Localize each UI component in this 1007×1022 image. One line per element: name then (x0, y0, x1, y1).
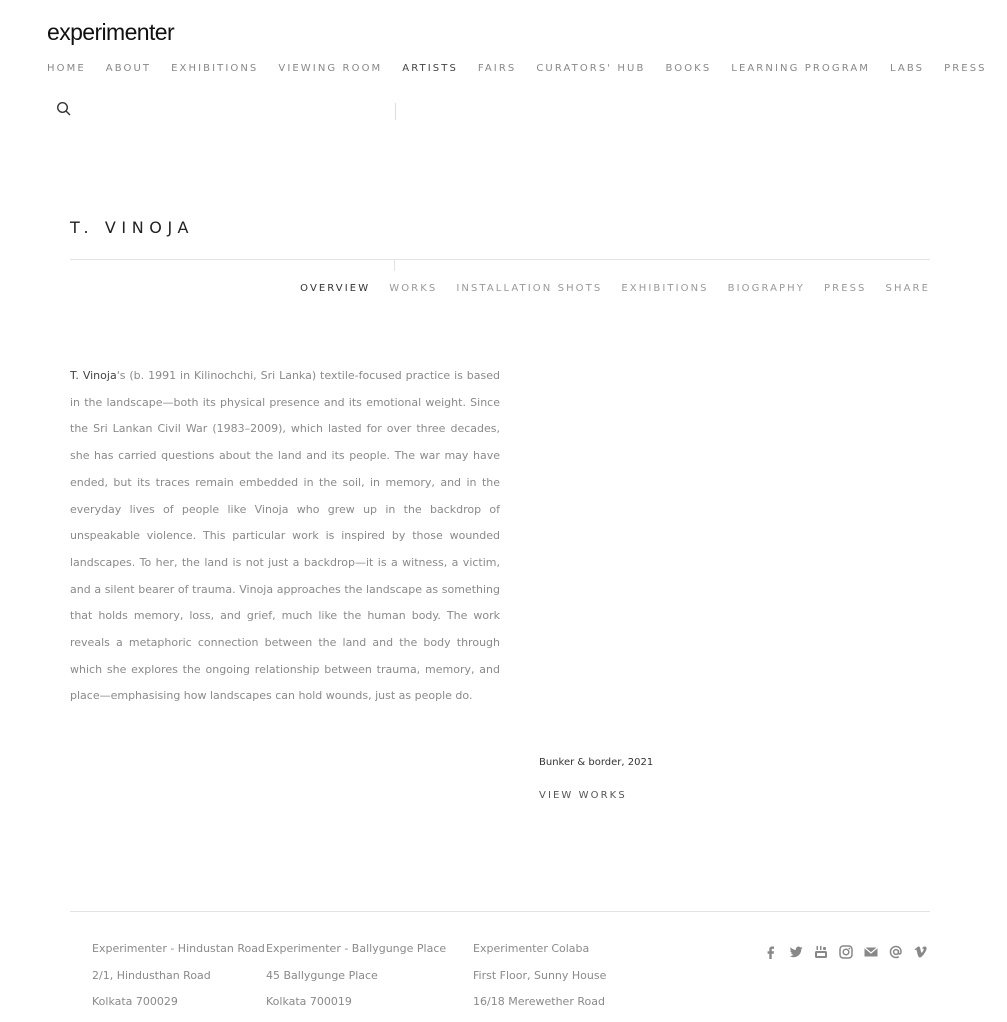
tab-overview[interactable]: OVERVIEW (300, 283, 371, 294)
footer-line: Kolkata 700019 (266, 995, 352, 1008)
footer-line: 16/18 Merewether Road (473, 995, 605, 1008)
divider-tick (394, 260, 395, 271)
tab-biography[interactable]: BIOGRAPHY (727, 283, 806, 294)
nav-viewing-room[interactable]: VIEWING ROOM (278, 63, 383, 74)
tab-installation-shots[interactable]: INSTALLATION SHOTS (456, 283, 603, 294)
footer-line: Experimenter - Ballygunge Place (266, 942, 447, 955)
footer-line: Experimenter - Hindustan Road (92, 942, 265, 955)
nav-artists[interactable]: ARTISTS (402, 63, 458, 74)
tab-works[interactable]: WORKS (389, 283, 438, 294)
featured-work-caption: Bunker & border, 2021 (539, 757, 654, 768)
main-nav (47, 63, 1007, 74)
footer-line: 2/1, Hindusthan Road (92, 968, 211, 982)
nav-home[interactable]: HOME (47, 63, 86, 74)
artist-name-link[interactable]: T. Vinoja (70, 369, 117, 382)
artist-name: T. VINOJA (70, 218, 195, 237)
footer-line: 45 Ballygunge Place (266, 968, 378, 982)
tab-exhibitions[interactable]: EXHIBITIONS (621, 283, 709, 294)
footer-line: Kolkata 700029 (92, 995, 178, 1008)
artist-bio (70, 363, 500, 710)
vimeo-icon[interactable] (912, 943, 930, 961)
nav-press[interactable]: PRESS (944, 63, 987, 74)
search-icon[interactable] (56, 101, 72, 117)
footer-address-ballygunge-place (266, 942, 446, 1022)
footer-divider (70, 911, 930, 912)
nav-exhibitions[interactable]: EXHIBITIONS (171, 63, 259, 74)
twitter-icon[interactable] (787, 943, 805, 961)
search-divider (395, 103, 396, 120)
nav-labs[interactable]: LABS (890, 63, 925, 74)
nav-books[interactable]: BOOKS (665, 63, 712, 74)
instagram-icon[interactable] (837, 943, 855, 961)
footer-address-colaba (473, 942, 606, 1022)
tab-press[interactable]: PRESS (824, 283, 867, 294)
youtube-icon[interactable] (812, 943, 830, 961)
facebook-icon[interactable] (762, 943, 780, 961)
nav-about[interactable]: ABOUT (105, 63, 152, 74)
tab-share[interactable]: SHARE (885, 283, 930, 294)
view-works-link[interactable]: VIEW WORKS (539, 790, 627, 801)
header-divider (70, 259, 930, 260)
footer-line: First Floor, Sunny House (473, 968, 607, 982)
site-logo[interactable]: experimenter (47, 19, 175, 45)
mail-icon[interactable] (862, 943, 880, 961)
at-icon[interactable] (887, 943, 905, 961)
bio-text: 's (b. 1991 in Kilinochchi, Sri Lanka) textile-focused practice is based in the landscape—both its physical presence and its emotional weight. Since the Sri Lankan Civil War (1983–2009), which lasted for over three decades, she has carried questions about the land and its people. The war may have ended, but its traces remain embedded in the soil, in memory, and in the everyday lives of people like Vinoja who grew up in the backdrop of unspeakable violence. This particular work is inspired by those wounded landscapes. To her, the land is not just a backdrop—it is a witness, a victim, and a silent bearer of trauma. Vinoja approaches the landscape as something that holds memory, loss, and grief, much like the human body. The work reveals a metaphoric connection between the land and the body through which she explores the ongoing relationship between trauma, memory, and place—emphasising how landscapes can hold wounds, just as people do. (70, 369, 500, 703)
artist-subnav (281, 283, 930, 294)
social-links (762, 943, 937, 961)
nav-curators-hub[interactable]: CURATORS' HUB (536, 63, 646, 74)
footer-line: Experimenter Colaba (473, 942, 590, 955)
search-input[interactable] (80, 98, 390, 120)
nav-learning-program[interactable]: LEARNING PROGRAM (731, 63, 871, 74)
nav-fairs[interactable]: FAIRS (477, 63, 517, 74)
footer-address-hindustan-road (92, 942, 265, 1022)
